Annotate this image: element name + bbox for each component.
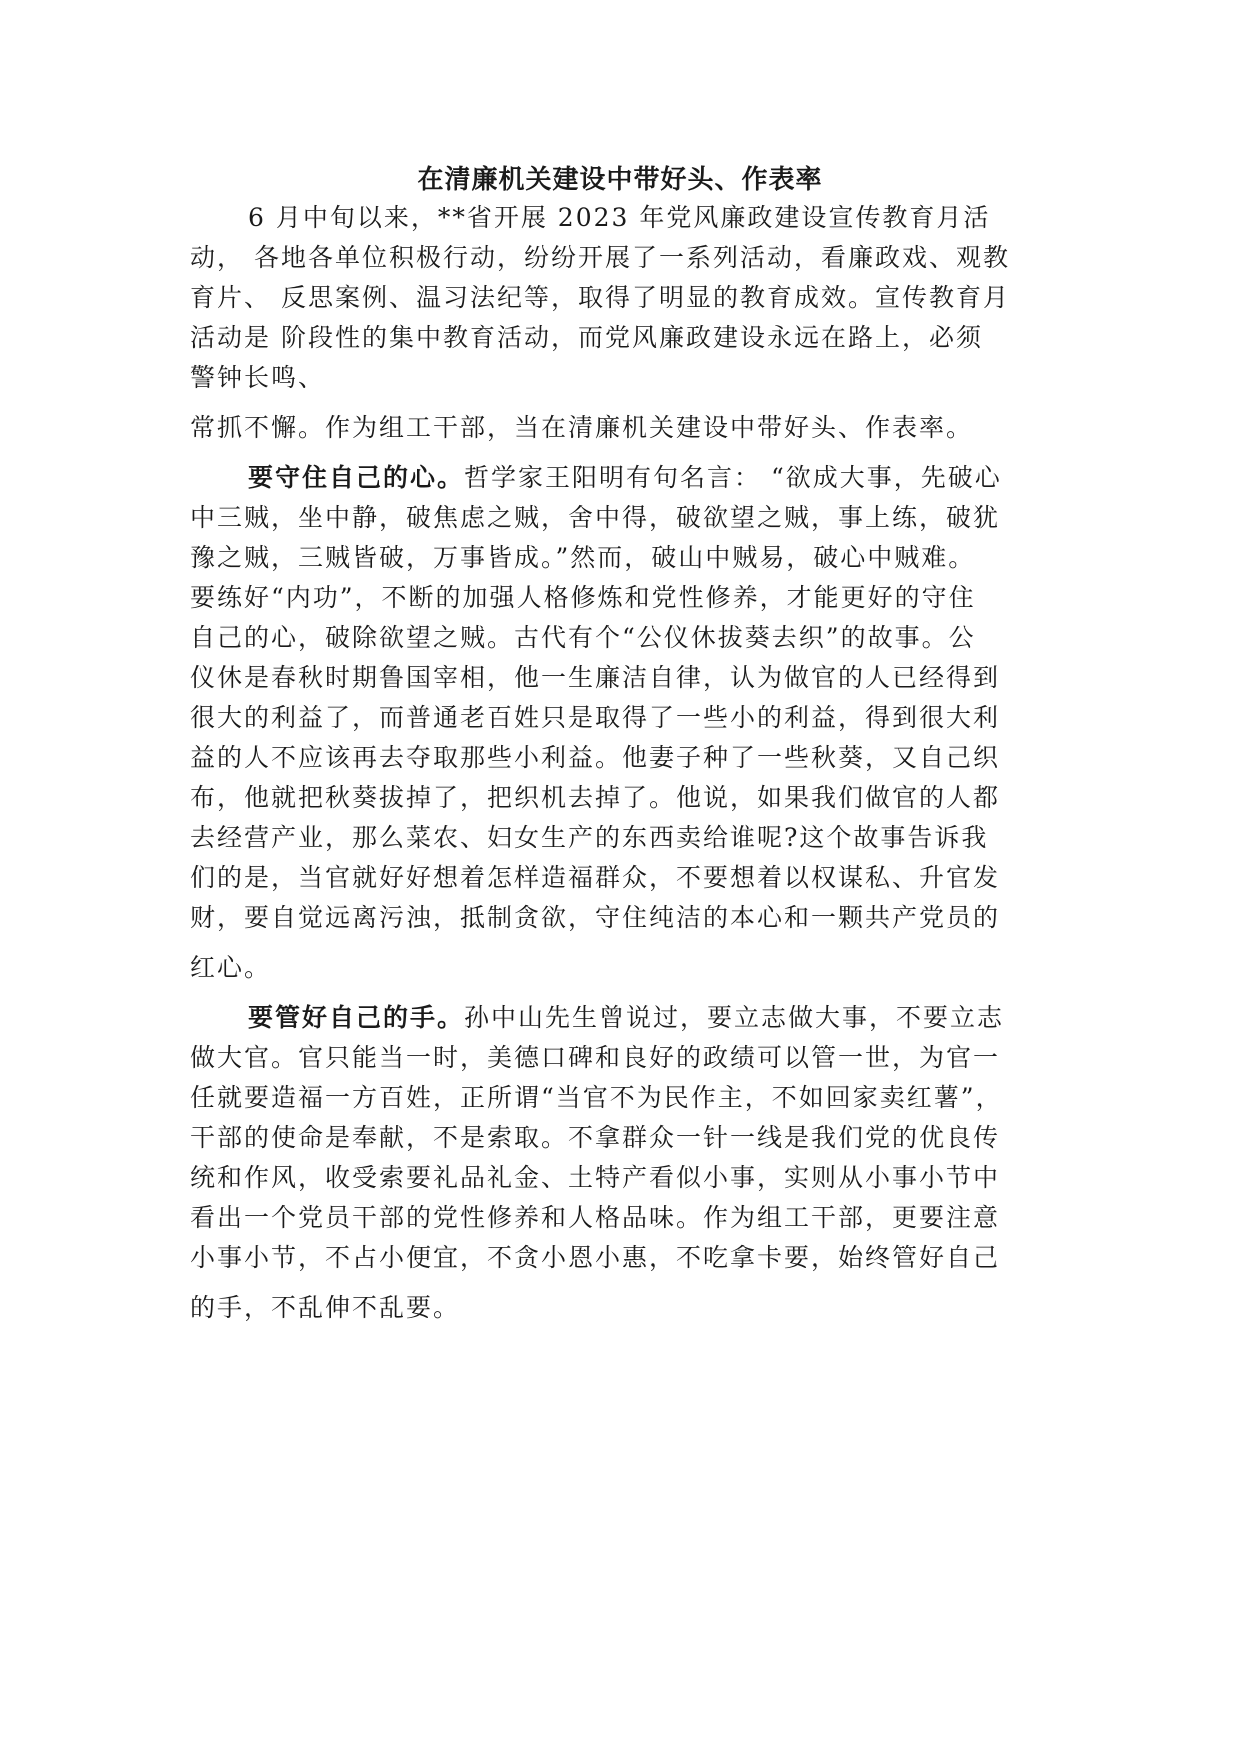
section1-line-6: 仪休是春秋时期鲁国宰相，他一生廉洁自律，认为做官的人已经得到 — [190, 663, 1001, 692]
section1-line-12: 财，要自觉远离污浊，抵制贪欲，守住纯洁的本心和一颗共产党员的 — [190, 903, 1001, 932]
section1-line-5: 自己的心，破除欲望之贼。古代有个“公仪休拔葵去织”的故事。公 — [190, 623, 976, 652]
section1-line-13: 红心。 — [190, 953, 272, 982]
section2-heading: 要管好自己的手。 — [248, 1003, 465, 1032]
section1-first-line-text: 哲学家王阳明有句名言： “欲成大事，先破心 — [464, 463, 1002, 492]
section2-line-6: 看出一个党员干部的党性修养和人格品味。作为组工干部，更要注意 — [190, 1203, 1001, 1232]
intro-line-1: 6 月中旬以来，**省开展 2023 年党风廉政建设宣传教育月活 — [248, 203, 991, 232]
intro-line-6: 常抓不懈。作为组工干部，当在清廉机关建设中带好头、作表率。 — [190, 413, 974, 442]
section2-first-line — [248, 998, 1118, 1038]
section1-line-4: 要练好“内功”，不断的加强人格修炼和党性修养，才能更好的守住 — [190, 583, 976, 612]
section2-line-3: 任就要造福一方百姓，正所谓“当官不为民作主，不如回家卖红薯”， — [190, 1083, 1003, 1112]
section2-line-7: 小事小节，不占小便宜，不贪小恩小惠，不吃拿卡要，始终管好自己 — [190, 1243, 1001, 1272]
section1-line-9: 布，他就把秋葵拔掉了，把织机去掉了。他说，如果我们做官的人都 — [190, 783, 1001, 812]
intro-line-2: 动， 各地各单位积极行动，纷纷开展了一系列活动，看廉政戏、观教 — [190, 243, 1010, 272]
section2-line-4: 干部的使命是奉献，不是索取。不拿群众一针一线是我们党的优良传 — [190, 1123, 1001, 1152]
section2-line-2: 做大官。官只能当一时，美德口碑和良好的政绩可以管一世，为官一 — [190, 1043, 1001, 1072]
section1-line-11: 们的是，当官就好好想着怎样造福群众，不要想着以权谋私、升官发 — [190, 863, 1001, 892]
section2-first-line-text: 孙中山先生曾说过，要立志做大事，不要立志 — [464, 1003, 1005, 1032]
document-title: 在清廉机关建设中带好头、作表率 — [417, 165, 823, 195]
section2-line-5: 统和作风，收受索要礼品礼金、土特产看似小事，实则从小事小节中 — [190, 1163, 1001, 1192]
intro-line-4: 活动是 阶段性的集中教育活动，而党风廉政建设永远在路上，必须 — [190, 323, 983, 352]
intro-line-3: 育片、 反思案例、温习法纪等，取得了明显的教育成效。宣传教育月 — [190, 283, 1010, 312]
section1-line-8: 益的人不应该再去夺取那些小利益。他妻子种了一些秋葵，又自己织 — [190, 743, 1001, 772]
section1-line-3: 豫之贼，三贼皆破，万事皆成。”然而，破山中贼易，破心中贼难。 — [190, 543, 976, 572]
section2-line-8: 的手，不乱伸不乱要。 — [190, 1293, 461, 1322]
section1-line-2: 中三贼，坐中静，破焦虑之贼，舍中得，破欲望之贼，事上练，破犹 — [190, 503, 1001, 532]
intro-line-5: 警钟长鸣、 — [190, 363, 326, 392]
section1-first-line — [248, 458, 1118, 498]
section1-line-7: 很大的利益了，而普通老百姓只是取得了一些小的利益，得到很大利 — [190, 703, 1001, 732]
section1-line-10: 去经营产业，那么菜农、妇女生产的东西卖给谁呢?这个故事告诉我 — [190, 823, 989, 852]
section1-heading: 要守住自己的心。 — [248, 463, 465, 492]
